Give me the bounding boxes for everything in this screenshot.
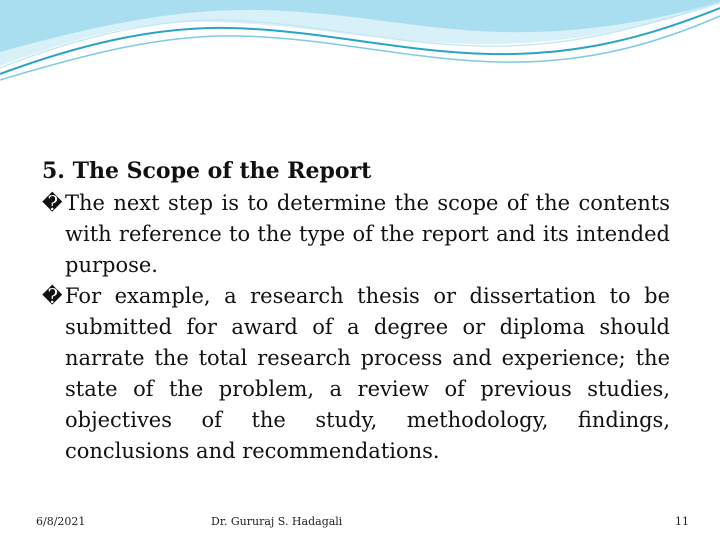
slide-body bbox=[42, 156, 670, 467]
bullet-marker-icon: � bbox=[42, 191, 63, 215]
footer-page-number: 11 bbox=[675, 515, 689, 528]
slide-heading: 5. The Scope of the Report bbox=[42, 158, 372, 184]
header-wave-decoration bbox=[0, 0, 720, 90]
bullet-item bbox=[42, 281, 670, 467]
footer-date: 6/8/2021 bbox=[36, 515, 86, 528]
bullet-item bbox=[42, 188, 670, 281]
bullet-text: For example, a research thesis or dissertation to be submitted for award of a degree or diploma should narrate the total research process and experience; the state of the problem, a review of previous studies, objectives of the study, methodology, findings, conclusions and recommendations. bbox=[65, 284, 670, 463]
bullet-marker-icon: � bbox=[42, 284, 63, 308]
footer-author: Dr. Gururaj S. Hadagali bbox=[211, 515, 343, 528]
bullet-text: The next step is to determine the scope of the contents with reference to the type of the report and its intended purpose. bbox=[65, 191, 670, 277]
